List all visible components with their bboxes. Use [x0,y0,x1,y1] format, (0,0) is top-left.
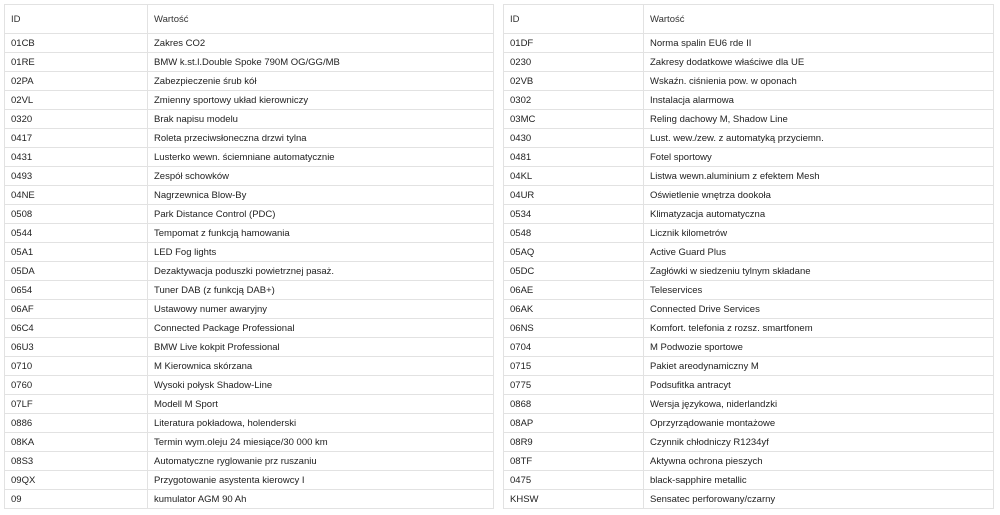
row-value-cell: Ustawowy numer awaryjny [148,300,494,319]
table-row [5,34,494,53]
row-id-cell: 0654 [5,281,148,300]
row-id-cell: 0230 [504,53,644,72]
table-row [5,319,494,338]
table-row [5,110,494,129]
id-column-header: ID [5,5,148,34]
row-id-cell: 03MC [504,110,644,129]
row-id-cell: 0544 [5,224,148,243]
table-row [5,395,494,414]
table-row [5,205,494,224]
row-value-cell: Lusterko wewn. ściemniane automatycznie [148,148,494,167]
table-row [5,91,494,110]
row-value-cell: Instalacja alarmowa [644,91,994,110]
row-value-cell: Oprzyrządowanie montażowe [644,414,994,433]
row-value-cell: black-sapphire metallic [644,471,994,490]
row-value-cell: Komfort. telefonia z rozsz. smartfonem [644,319,994,338]
table-row [504,300,994,319]
table-header-row [5,5,494,34]
row-value-cell: Zagłówki w siedzeniu tylnym składane [644,262,994,281]
table-row [504,53,994,72]
row-value-cell: Pakiet areodynamiczny M [644,357,994,376]
equipment-table-right [503,4,994,509]
row-value-cell: Lust. wew./zew. z automatyką przyciemn. [644,129,994,148]
table-row [504,34,994,53]
table-row [504,148,994,167]
table-row [504,205,994,224]
table-row [5,72,494,91]
row-value-cell: Termin wym.oleju 24 miesiące/30 000 km [148,433,494,452]
row-id-cell: 02VL [5,91,148,110]
table-row [5,376,494,395]
row-id-cell: 0868 [504,395,644,414]
row-id-cell: 0715 [504,357,644,376]
table-row [5,452,494,471]
table-row [5,262,494,281]
row-value-cell: Przygotowanie asystenta kierowcy I [148,471,494,490]
table-row [5,300,494,319]
row-id-cell: 0320 [5,110,148,129]
row-id-cell: 0710 [5,357,148,376]
row-value-cell: Connected Drive Services [644,300,994,319]
row-id-cell: 01DF [504,34,644,53]
row-id-cell: 08KA [5,433,148,452]
row-id-cell: 0302 [504,91,644,110]
row-id-cell: 05A1 [5,243,148,262]
table-row [5,490,494,509]
id-column-header: ID [504,5,644,34]
row-value-cell: Listwa wewn.aluminium z efektem Mesh [644,167,994,186]
row-value-cell: Tuner DAB (z funkcją DAB+) [148,281,494,300]
row-id-cell: 09 [5,490,148,509]
row-id-cell: 04UR [504,186,644,205]
table-row [5,243,494,262]
table-row [504,167,994,186]
table-row [504,243,994,262]
row-value-cell: Zespół schowków [148,167,494,186]
row-id-cell: 0508 [5,205,148,224]
row-id-cell: 06NS [504,319,644,338]
row-id-cell: 06AE [504,281,644,300]
row-id-cell: 0548 [504,224,644,243]
table-row [5,167,494,186]
table-row [5,186,494,205]
row-id-cell: 06AF [5,300,148,319]
row-value-cell: M Podwozie sportowe [644,338,994,357]
table-row [504,262,994,281]
row-id-cell: 0475 [504,471,644,490]
table-row [504,110,994,129]
row-value-cell: Wersja językowa, niderlandzki [644,395,994,414]
row-value-cell: Modell M Sport [148,395,494,414]
row-id-cell: 06U3 [5,338,148,357]
row-value-cell: M Kierownica skórzana [148,357,494,376]
row-value-cell: Sensatec perforowany/czarny [644,490,994,509]
row-id-cell: 05DA [5,262,148,281]
row-id-cell: 01CB [5,34,148,53]
table-row [504,281,994,300]
row-value-cell: Brak napisu modelu [148,110,494,129]
equipment-table-left [4,4,494,509]
table-row [504,490,994,509]
row-value-cell: Norma spalin EU6 rde II [644,34,994,53]
row-value-cell: Nagrzewnica Blow-By [148,186,494,205]
row-value-cell: Dezaktywacja poduszki powietrznej pasaż. [148,262,494,281]
table-row [504,72,994,91]
row-value-cell: Tempomat z funkcją hamowania [148,224,494,243]
table-row [5,129,494,148]
value-column-header: Wartość [644,5,994,34]
row-id-cell: 0430 [504,129,644,148]
row-id-cell: 02PA [5,72,148,91]
table-body-left [5,34,494,509]
row-value-cell: kumulator AGM 90 Ah [148,490,494,509]
row-value-cell: Wysoki połysk Shadow-Line [148,376,494,395]
table-row [504,338,994,357]
row-id-cell: 0417 [5,129,148,148]
row-value-cell: Connected Package Professional [148,319,494,338]
row-value-cell: Zakres CO2 [148,34,494,53]
table-row [504,376,994,395]
row-value-cell: Literatura pokładowa, holenderski [148,414,494,433]
table-row [5,414,494,433]
row-value-cell: Fotel sportowy [644,148,994,167]
table-row [5,433,494,452]
table-row [5,357,494,376]
table-row [504,433,994,452]
row-id-cell: 02VB [504,72,644,91]
row-id-cell: 05AQ [504,243,644,262]
row-value-cell: Oświetlenie wnętrza dookoła [644,186,994,205]
row-value-cell: Podsufitka antracyt [644,376,994,395]
row-value-cell: Klimatyzacja automatyczna [644,205,994,224]
row-value-cell: Reling dachowy M, Shadow Line [644,110,994,129]
row-id-cell: 05DC [504,262,644,281]
row-id-cell: 07LF [5,395,148,414]
row-id-cell: 04KL [504,167,644,186]
row-id-cell: 04NE [5,186,148,205]
row-id-cell: 0534 [504,205,644,224]
row-id-cell: KHSW [504,490,644,509]
row-id-cell: 06C4 [5,319,148,338]
table-row [5,148,494,167]
row-id-cell: 0481 [504,148,644,167]
row-value-cell: Roleta przeciwsłoneczna drzwi tylna [148,129,494,148]
row-id-cell: 0886 [5,414,148,433]
row-id-cell: 09QX [5,471,148,490]
row-value-cell: Park Distance Control (PDC) [148,205,494,224]
table-row [504,319,994,338]
row-id-cell: 0760 [5,376,148,395]
row-id-cell: 08S3 [5,452,148,471]
table-row [504,414,994,433]
table-body-right [504,34,994,509]
table-row [504,452,994,471]
row-value-cell: Zmienny sportowy układ kierowniczy [148,91,494,110]
row-value-cell: BMW Live kokpit Professional [148,338,494,357]
row-value-cell: Aktywna ochrona pieszych [644,452,994,471]
row-value-cell: Automatyczne ryglowanie prz ruszaniu [148,452,494,471]
table-row [5,224,494,243]
row-value-cell: BMW k.st.l.Double Spoke 790M OG/GG/MB [148,53,494,72]
row-id-cell: 06AK [504,300,644,319]
row-id-cell: 0493 [5,167,148,186]
table-row [504,186,994,205]
row-value-cell: Teleservices [644,281,994,300]
table-row [504,129,994,148]
row-id-cell: 0704 [504,338,644,357]
row-id-cell: 08TF [504,452,644,471]
row-value-cell: Zakresy dodatkowe właściwe dla UE [644,53,994,72]
row-value-cell: Wskaźn. ciśnienia pow. w oponach [644,72,994,91]
table-row [504,91,994,110]
table-row [5,53,494,72]
table-row [504,357,994,376]
row-id-cell: 0431 [5,148,148,167]
row-value-cell: Czynnik chłodniczy R1234yf [644,433,994,452]
row-id-cell: 01RE [5,53,148,72]
row-id-cell: 0775 [504,376,644,395]
row-value-cell: Active Guard Plus [644,243,994,262]
table-row [5,281,494,300]
row-id-cell: 08AP [504,414,644,433]
table-row [504,395,994,414]
table-header-row [504,5,994,34]
table-row [504,471,994,490]
table-row [504,224,994,243]
table-row [5,471,494,490]
row-value-cell: LED Fog lights [148,243,494,262]
row-id-cell: 08R9 [504,433,644,452]
table-row [5,338,494,357]
value-column-header: Wartość [148,5,494,34]
row-value-cell: Licznik kilometrów [644,224,994,243]
row-value-cell: Zabezpieczenie śrub kół [148,72,494,91]
